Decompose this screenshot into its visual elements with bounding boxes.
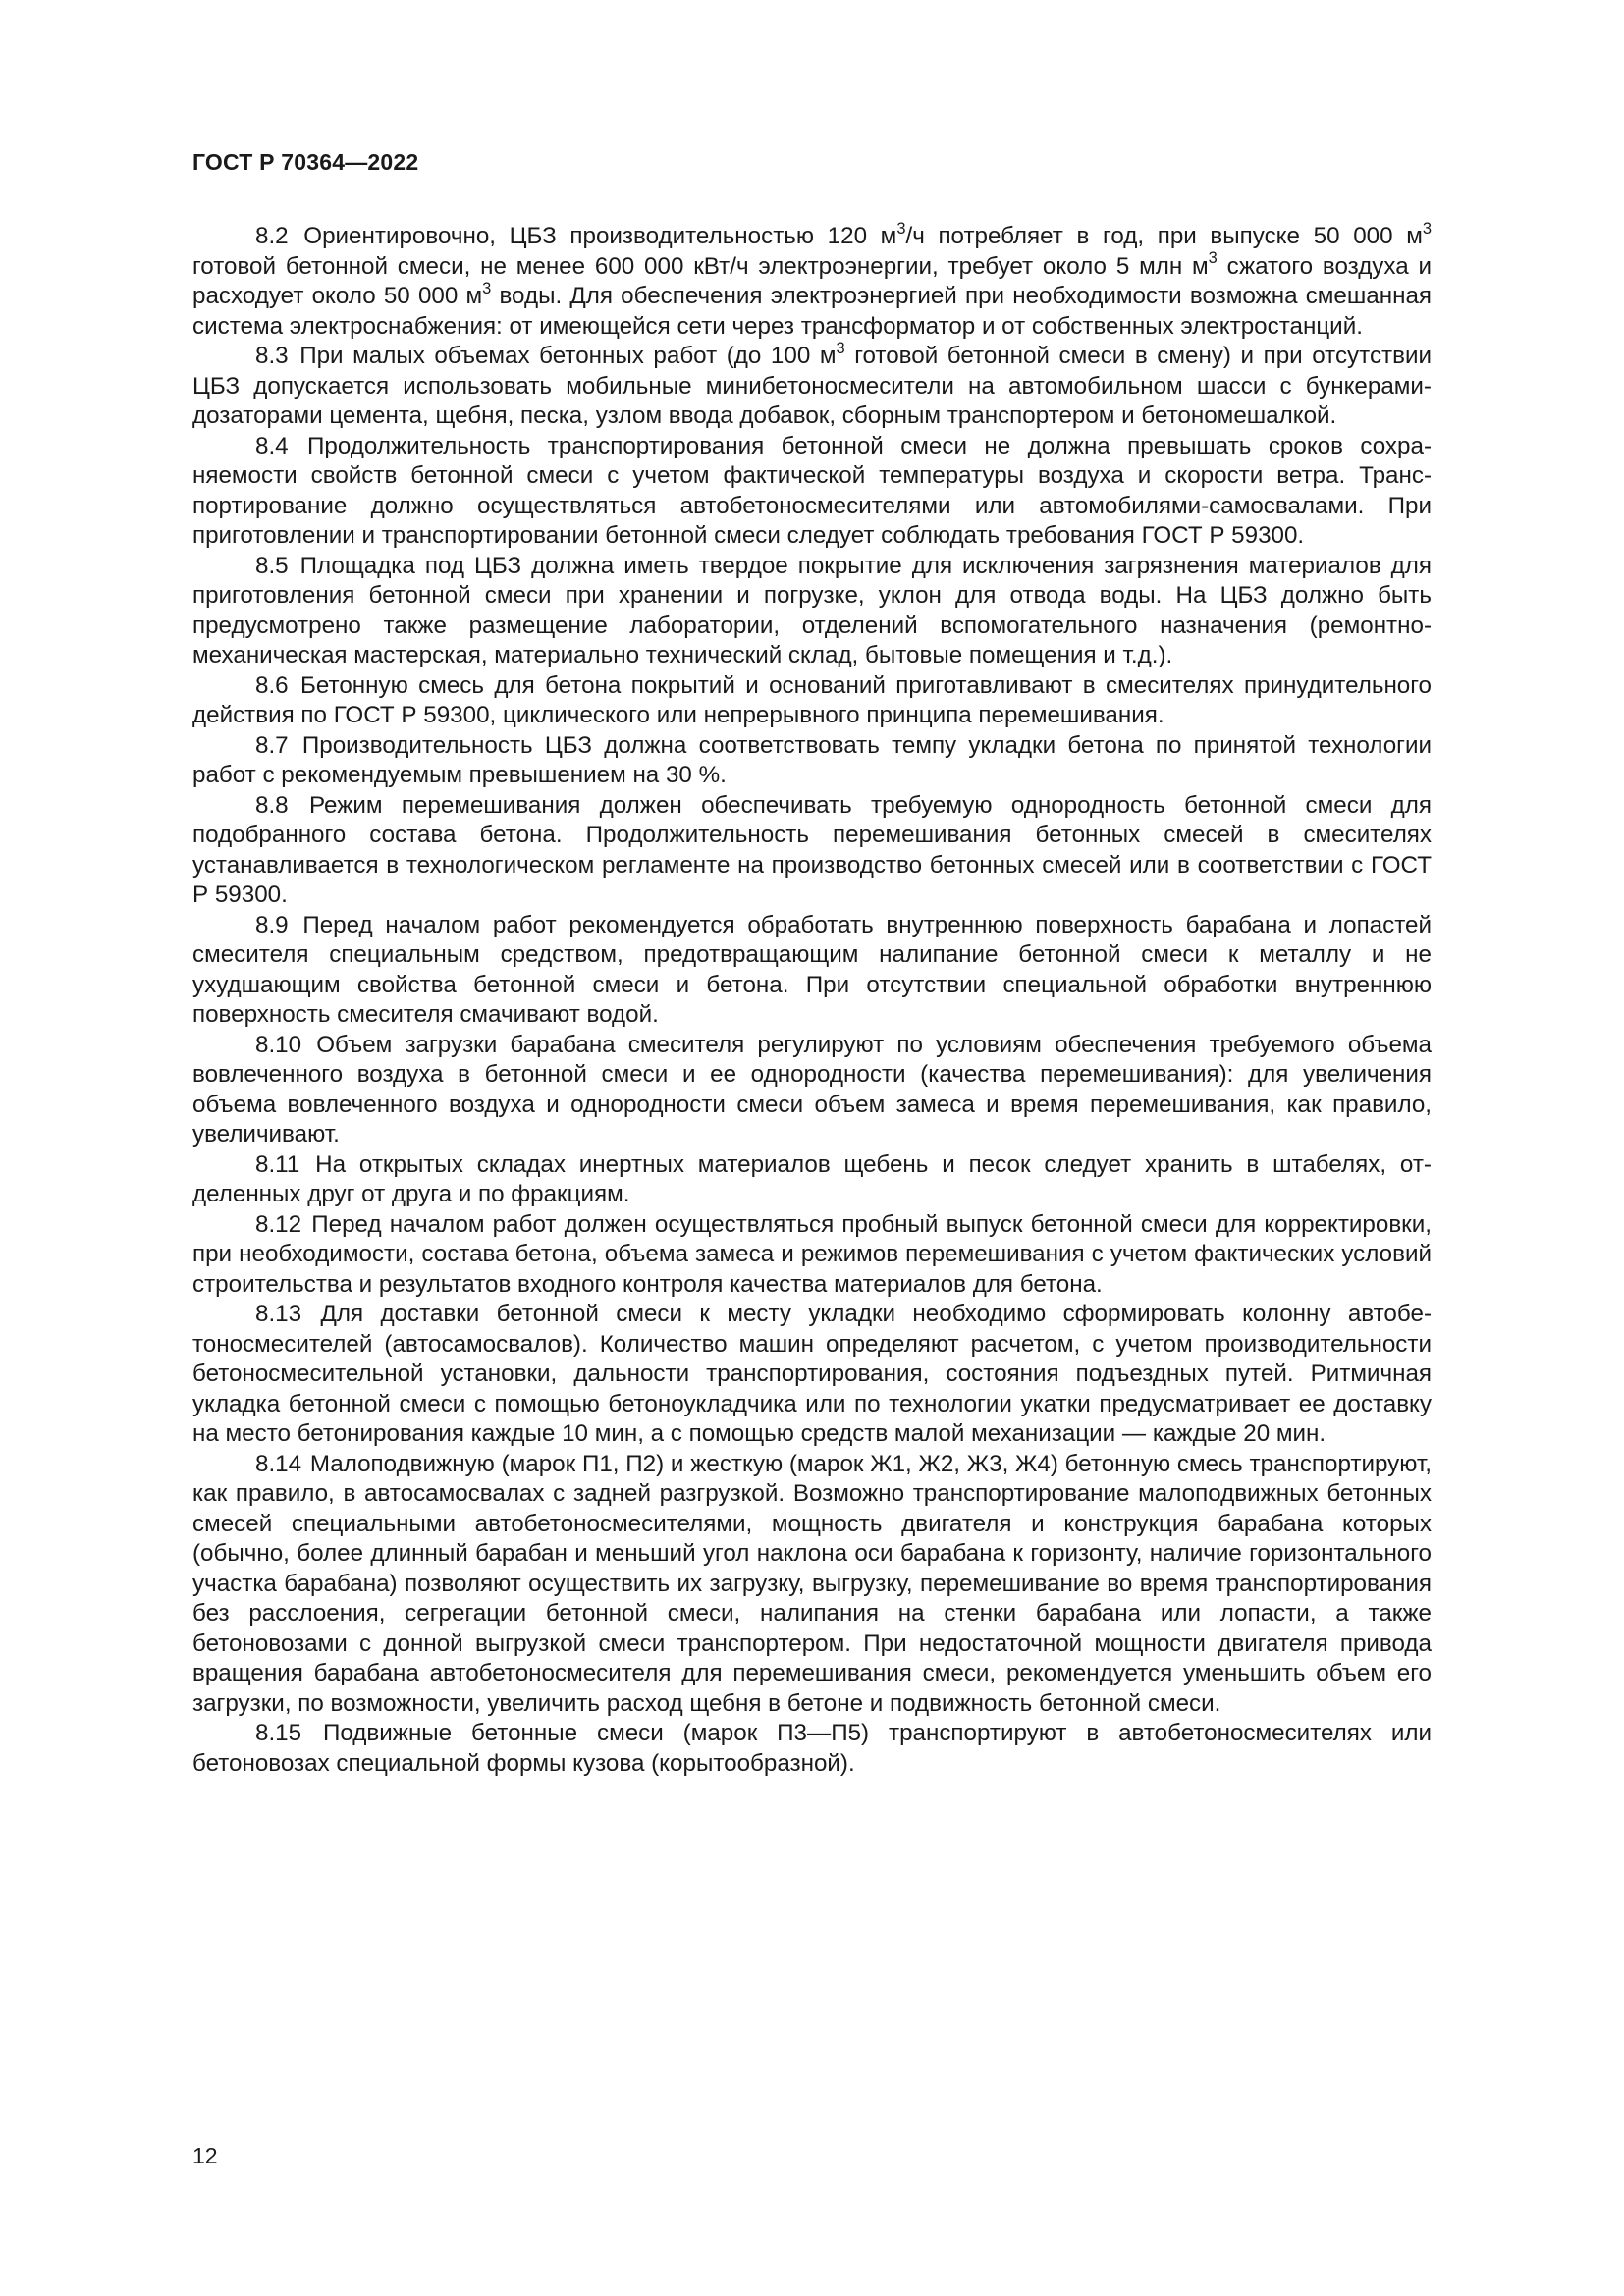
paragraph-8-2 [192, 219, 1433, 342]
superscript: 3 [896, 219, 906, 238]
clause-number: 8.6 [255, 671, 289, 699]
paragraph-text: готовой бетонной смеси в смену) и при отсутствии ЦБЗ допускается использовать мобильные минибетоносмесители на автомобильном шасси с бункерами-дозаторами цемента, щебня, песка, узлом ввода добавок, сборным транспортером и бетономешалкой. [192, 343, 1432, 429]
superscript: 3 [482, 279, 492, 297]
paragraph-8-7 [192, 731, 1432, 791]
clause-number: 8.7 [255, 731, 289, 759]
clause-number: 8.8 [255, 791, 289, 819]
paragraph-text: /ч потребляет в год, при выпуске 50 000 м [905, 223, 1423, 249]
paragraph-text: Ориентировочно, ЦБЗ производительностью 120 м [303, 223, 897, 249]
paragraph-text: Бетонную смесь для бетона покрытий и оснований приготавливают в смесителях принудительного действия по ГОСТ Р 59300, циклического или непрерывного принципа перемешивания. [192, 671, 1432, 728]
document-header: ГОСТ Р 70364—2022 [192, 149, 419, 175]
paragraph-8-14 [192, 1450, 1432, 1720]
clause-number: 8.5 [255, 552, 289, 579]
clause-number: 8.15 [255, 1720, 302, 1746]
clause-number: 8.9 [255, 911, 289, 938]
superscript: 3 [1422, 219, 1432, 238]
paragraph-text: готовой бетонной смеси, не менее 600 000 кВт/ч электроэнергии, требует около 5 млн м [192, 252, 1209, 280]
page-number: 12 [192, 2143, 218, 2168]
clause-number: 8.13 [255, 1301, 302, 1327]
paragraph-text: Перед началом работ рекомендуется обработать внутреннюю поверхность барабана и лопастей смесителя специальным средством, предотвращающим налипание бетонной смеси к металлу и не ухудшающим свойства бетонной смеси и бетона. При отсутствии специальной обработки внутреннюю поверхность смесителя смачивают водой. [192, 911, 1432, 1028]
paragraph-8-12 [192, 1210, 1432, 1301]
paragraph-text: Производительность ЦБЗ должна соответствовать темпу укладки бетона по принятой технологии работ с рекомендуемым превышением на 30 %. [192, 731, 1432, 788]
superscript: 3 [1208, 249, 1218, 268]
superscript: 3 [836, 339, 845, 357]
clause-number: 8.4 [255, 432, 289, 459]
paragraph-text: Подвижные бетонные смеси (марок П3—П5) транспортируют в автобетоносмесителях или бетоновозах специальной формы кузова (корытообразной). [192, 1720, 1432, 1777]
paragraph-text: Объем загрузки барабана смесителя регулируют по условиям обеспечения требуемого объема вовлеченного воздуха в бетонной смеси и ее однородности (качества перемешивания): для увеличения объема вовлеченного воздуха и однородности смеси объем замеса и время перемешивания, как правило, увеличивают. [192, 1031, 1432, 1148]
clause-number: 8.10 [255, 1031, 302, 1058]
clause-number: 8.2 [255, 223, 289, 249]
paragraph-8-6 [192, 671, 1432, 731]
paragraph-text: На открытых складах инертных материалов щебень и песок следует хранить в штабелях, отделенных друг от друга и по фракциям. [192, 1150, 1432, 1207]
paragraph-8-13 [192, 1300, 1432, 1450]
paragraph-8-3 [192, 339, 1432, 432]
paragraph-text: Для доставки бетонной смеси к месту укладки необходимо сформировать колонну автобетоносмесителей (автосамосвалов). Количество машин определяют расчетом, с учетом производительности бетоносмесительной установки, дальности транспортирования, состояния подъездных путей. Ритмичная укладка бетонной смеси с помощью бетоноукладчика или по технологии укатки предусматривает ее доставку на место бетонирования каждые 10 мин, а с помощью средств малой механизации — каждые 20 мин. [192, 1301, 1432, 1447]
paragraph-text: При малых объемах бетонных работ (до 100 м [299, 343, 837, 369]
paragraph-8-10 [192, 1031, 1432, 1150]
paragraph-text: Перед началом работ должен осуществляться пробный выпуск бетонной смеси для корректировки, при необходимости, состава бетона, объема замеса и режимов перемешивания с учетом фактических условий строительства и результатов входного контроля качества материалов для бетона. [192, 1210, 1432, 1298]
document-body [192, 219, 1433, 1779]
paragraph-text: сжатого воздуха и расходует около 50 000 м [192, 252, 1432, 309]
paragraph-text: Малоподвижную (марок П1, П2) и жесткую (марок Ж1, Ж2, Ж3, Ж4) бетонную смесь транспортируют, как правило, в автосамосвалах с задней разгрузкой. Возможно транспортирование малоподвижных бетонных смесей специальными автобетоносмесителями, мощность двигателя и конструкция барабана которых (обычно, более длинный барабан и меньший угол наклона оси барабана к горизонту, наличие горизонтального участка барабана) позволяют осуществить их загрузку, выгрузку, перемешивание во время транспортирования без расслоения, сегрегации бетонной смеси, налипания на стенки барабана или лопасти, а также бетоновозами с донной выгрузкой смеси транспортером. При недостаточной мощности двигателя привода вращения барабана автобетоносмесителя для перемешивания смеси, рекомендуется уменьшить объем его загрузки, по возможности, увеличить расход щебня в бетоне и подвижность бетонной смеси. [192, 1450, 1432, 1717]
clause-number: 8.12 [255, 1210, 302, 1238]
paragraph-text: Продолжительность транспортирования бетонной смеси не должна превышать сроков сохраняемости свойств бетонной смеси с учетом фактической температуры воздуха и скорости ветра. Транспортирование должно осуществляться автобетоносмесителями или автомобилями-самосвалами. При приготовлении и транспортировании бетонной смеси следует соблюдать требования ГОСТ Р 59300. [192, 432, 1432, 549]
paragraph-8-9 [192, 911, 1432, 1031]
clause-number: 8.11 [255, 1150, 300, 1178]
paragraph-text: Площадка под ЦБЗ должна иметь твердое покрытие для исключения загрязнения материалов для приготовления бетонной смеси при хранении и погрузке, уклон для отвода воды. На ЦБЗ должно быть предусмотрено также размещение лаборатории, отделений вспомогательного назначения (ремонтно-механическая мастерская, материально технический склад, бытовые помещения и т.д.). [192, 552, 1432, 668]
paragraph-8-5 [192, 552, 1432, 671]
paragraph-8-11 [192, 1150, 1432, 1210]
clause-number: 8.3 [255, 343, 289, 369]
clause-number: 8.14 [255, 1450, 302, 1477]
paragraph-8-4 [192, 432, 1432, 552]
paragraph-8-8 [192, 791, 1432, 911]
paragraph-text: Режим перемешивания должен обеспечивать требуемую однородность бетонной смеси для подобранного состава бетона. Продолжительность перемешивания бетонных смесей в смесителях устанавливается в технологическом регламенте на производство бетонных смесей или в соответствии с ГОСТ Р 59300. [192, 791, 1432, 908]
paragraph-text: воды. Для обеспечения электроэнергией при необходимости возможна смешанная система электроснабжения: от имеющейся сети через трансформатор и от собственных электростанций. [192, 283, 1433, 340]
paragraph-8-15 [192, 1719, 1432, 1779]
